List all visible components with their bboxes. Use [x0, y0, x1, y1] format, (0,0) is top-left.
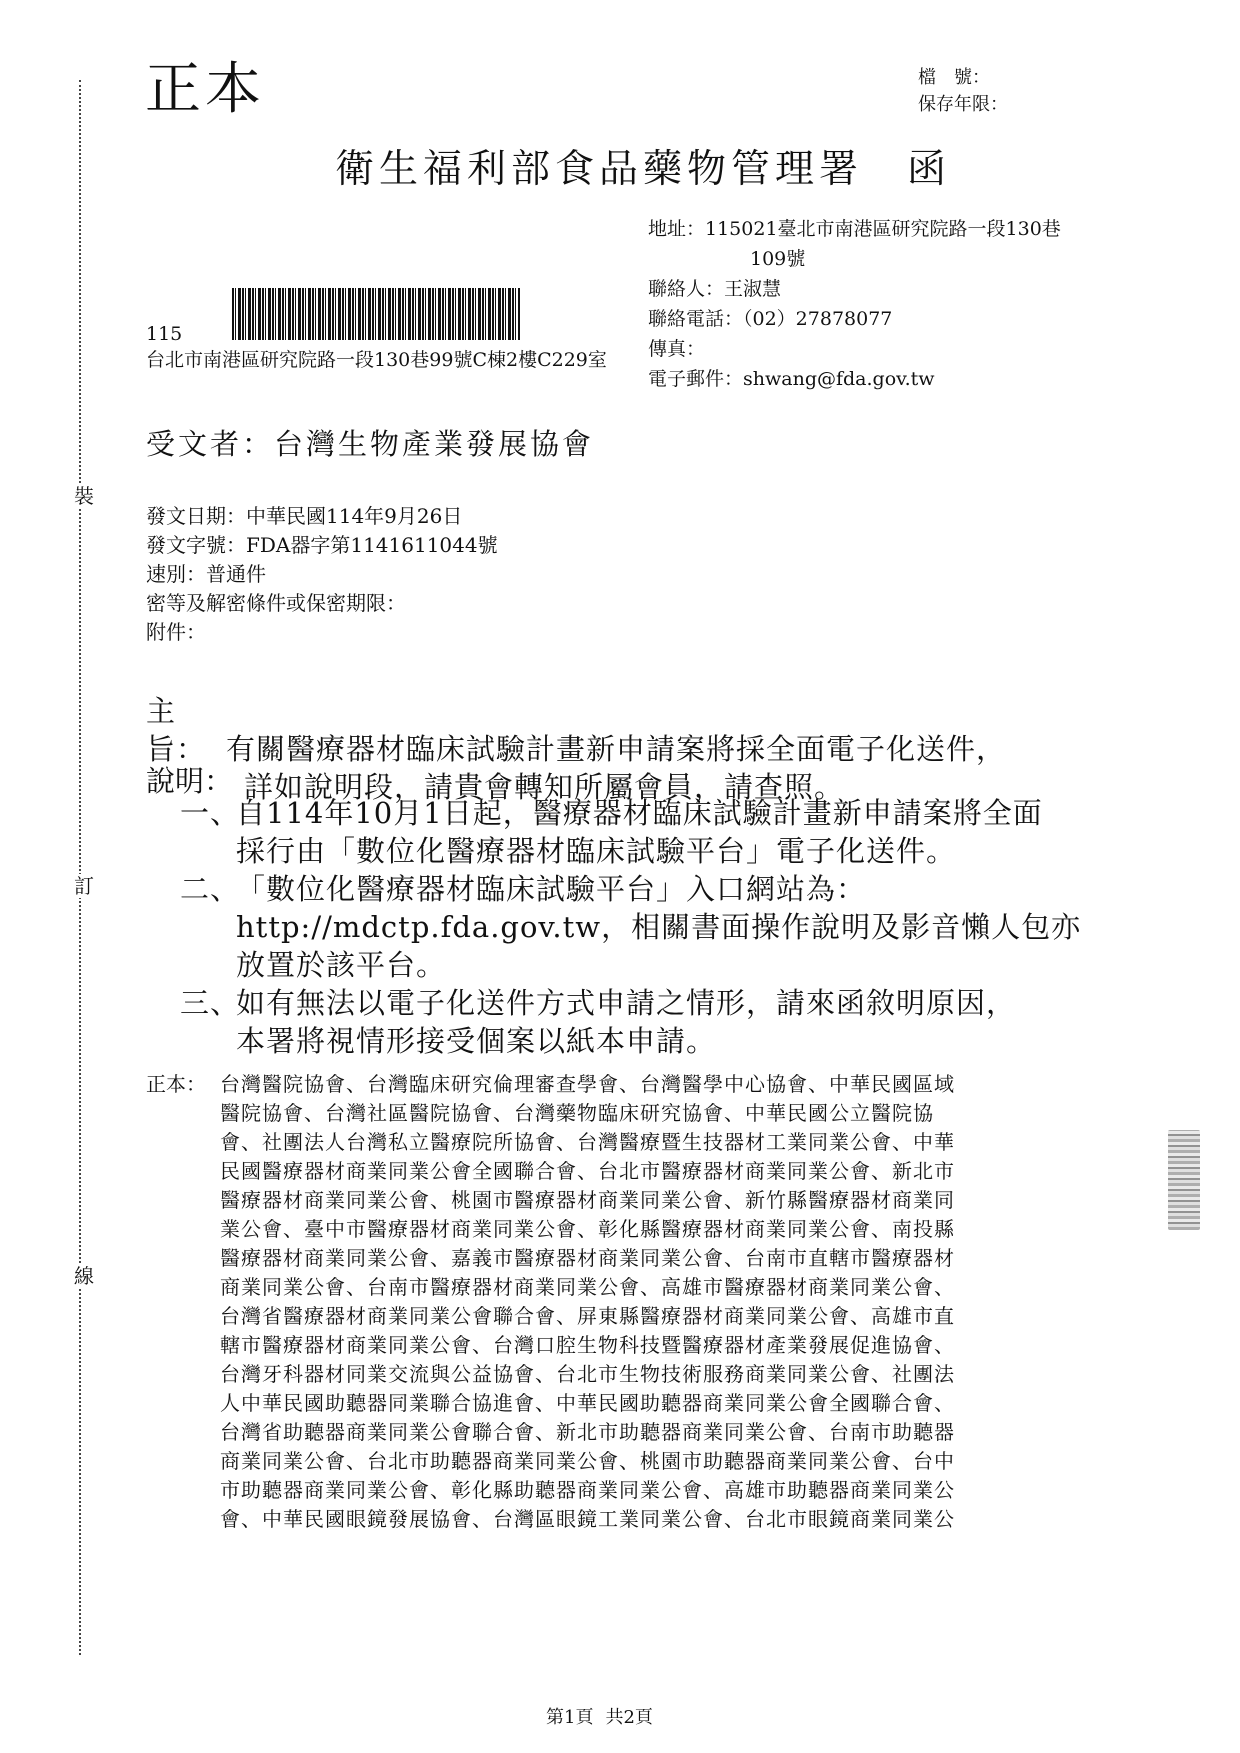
item-line: 自114年10月1日起，醫療器材臨床試驗計畫新申請案將全面 — [236, 796, 1043, 830]
document-meta — [146, 502, 498, 647]
description-item — [180, 984, 1100, 1060]
cc-line: 民國醫療器材商業同業公會全國聯合會、台北市醫療器材商業同業公會、新北市 — [220, 1159, 955, 1183]
original-copy-mark: 正本 — [145, 57, 265, 122]
cc-line: 市助聽器商業同業公會、彰化縣助聽器商業同業公會、高雄市助聽器商業同業公 — [220, 1478, 955, 1502]
cc-line: 醫療器材商業同業公會、桃園市醫療器材商業同業公會、新竹縣醫療器材商業同 — [220, 1188, 955, 1212]
attachment-label: 附件： — [146, 620, 206, 644]
cc-line: 業公會、臺中市醫療器材商業同業公會、彰化縣醫療器材商業同業公會、南投縣 — [220, 1217, 955, 1241]
cc-line: 醫療器材商業同業公會、嘉義市醫療器材商業同業公會、台南市直轄市醫療器材 — [220, 1246, 955, 1270]
file-no-label: 檔 號： — [918, 67, 990, 88]
page-number — [540, 1706, 659, 1730]
cc-line: 商業同業公會、台北市助聽器商業同業公會、桃園市助聽器商業同業公會、台中 — [220, 1449, 955, 1473]
cc-line: 會、中華民國眼鏡發展協會、台灣區眼鏡工業同業公會、台北市眼鏡商業同業公 — [220, 1507, 955, 1531]
recipient: 受文者：台灣生物產業發展協會 — [146, 427, 595, 461]
cc-line: 台灣省助聽器商業同業公會聯合會、新北市助聽器商業同業公會、台南市助聽器 — [220, 1420, 955, 1444]
binding-mark-stitch: 訂 — [74, 874, 94, 898]
barcode-image — [232, 288, 520, 340]
description-item — [180, 794, 1100, 870]
address-line-1: 地址：115021臺北市南港區研究院路一段130巷 — [648, 218, 1061, 240]
cc-line: 商業同業公會、台南市醫療器材商業同業公會、高雄市醫療器材商業同業公會、 — [220, 1275, 955, 1299]
total-pages: 共2頁 — [605, 1707, 653, 1728]
item-line-url: http://mdctp.fda.gov.tw，相關書面操作說明及影音懶人包亦 — [236, 910, 1082, 944]
file-meta — [918, 64, 1008, 118]
mailing-zip: 115 — [146, 323, 183, 345]
subject-section — [146, 692, 1106, 806]
cc-line: 台灣省醫療器材商業同業公會聯合會、屏東縣醫療器材商業同業公會、高雄市直 — [220, 1304, 955, 1328]
item-line: 「數位化醫療器材臨床試驗平台」入口網站為： — [236, 872, 867, 906]
address-line-2: 109號 — [750, 248, 806, 270]
binding-dotted-line — [79, 80, 81, 1655]
cc-line: 會、社團法人台灣私立醫療院所協會、台灣醫療暨生技器材工業同業公會、中華 — [220, 1130, 955, 1154]
subject-line-1: 有關醫療器材臨床試驗計畫新申請案將採全面電子化送件， — [226, 732, 1007, 766]
item-number: 二、 — [180, 872, 241, 906]
item-number: 三、 — [180, 986, 241, 1020]
speed-class: 速別：普通件 — [146, 562, 266, 586]
secrecy-level: 密等及解密條件或保密期限： — [146, 591, 406, 615]
issue-date: 發文日期：中華民國114年9月26日 — [146, 504, 463, 528]
issuer-title: 衛生福利部食品藥物管理署 函 — [335, 147, 952, 192]
item-line: 採行由「數位化醫療器材臨床試驗平台」電子化送件。 — [236, 834, 957, 868]
subject-label: 主旨： — [146, 694, 207, 766]
item-number: 一、 — [180, 796, 241, 830]
current-page: 第1頁 — [546, 1707, 594, 1728]
retention-label: 保存年限： — [918, 94, 1008, 115]
mailing-address: 台北市南港區研究院路一段130巷99號C棟2樓C229室 — [146, 349, 607, 371]
subject-line-2: 詳如說明段，請貴會轉知所屬會員，請查照。 — [244, 770, 845, 804]
cc-list — [220, 1070, 1110, 1534]
contact-block — [648, 214, 1098, 394]
cc-line: 醫院協會、台灣社區醫院協會、台灣藥物臨床研究協會、中華民國公立醫院協 — [220, 1101, 934, 1125]
contact-email: 電子郵件：shwang@fda.gov.tw — [648, 368, 935, 390]
item-line: 放置於該平台。 — [236, 948, 447, 982]
description-items — [180, 794, 1100, 1060]
description-label: 說明： — [146, 764, 234, 798]
binding-mark-line: 線 — [74, 1264, 94, 1288]
cc-line: 轄市醫療器材商業同業公會、台灣口腔生物科技暨醫療器材產業發展促進協會、 — [220, 1333, 955, 1357]
cc-line: 台灣牙科器材同業交流與公益協會、台北市生物技術服務商業同業公會、社團法 — [220, 1362, 955, 1386]
contact-fax: 傳真： — [648, 338, 706, 360]
contact-phone: 聯絡電話：（02）27878077 — [648, 308, 893, 330]
cc-label: 正本： — [146, 1072, 206, 1096]
contact-person: 聯絡人：王淑慧 — [648, 278, 782, 300]
cc-line: 人中華民國助聽器同業聯合協進會、中華民國助聽器商業同業公會全國聯合會、 — [220, 1391, 955, 1415]
perforation-seal-stamp — [1168, 1130, 1200, 1230]
description-item — [180, 870, 1100, 984]
cc-line: 台灣醫院協會、台灣臨床研究倫理審查學會、台灣醫學中心協會、中華民國區域 — [220, 1072, 955, 1096]
item-line: 如有無法以電子化送件方式申請之情形，請來函敘明原因， — [236, 986, 1017, 1020]
document-number: 發文字號：FDA器字第1141611044號 — [146, 533, 498, 557]
binding-mark-bind: 裝 — [74, 484, 94, 508]
item-line: 本署將視情形接受個案以紙本申請。 — [236, 1024, 717, 1058]
